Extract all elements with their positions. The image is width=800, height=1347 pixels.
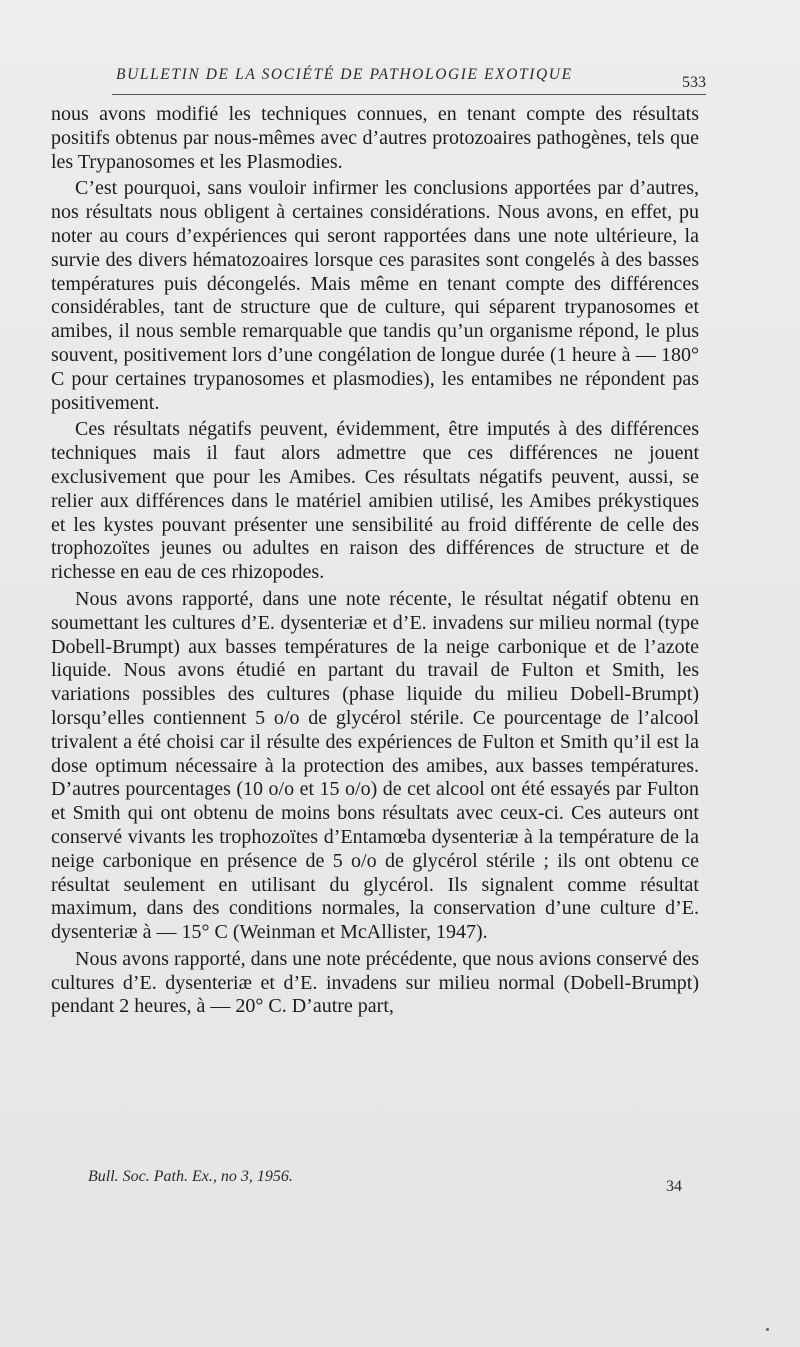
journal-citation: Bull. Soc. Path. Ex., no 3, 1956. [88,1168,293,1185]
page-header [46,60,706,94]
running-head: BULLETIN DE LA SOCIÉTÉ DE PATHOLOGIE EXOTIQUE [116,66,573,83]
header-rule [112,94,706,95]
signature-mark: 34 [666,1178,682,1195]
paragraph: nous avons modifié les techniques connues, en tenant compte des résultats positifs obtenus par nous-mêmes avec d’autres protozoaires pathogènes, tels que les Trypanosomes et les Plasmodies. [51,103,699,173]
article-body [51,103,699,1019]
paragraph: Nous avons rapporté, dans une note récente, le résultat négatif obtenu en soumettant les cultures d’E. dysenteriæ et d’E. invadens sur milieu normal (type Dobell-Brumpt) aux basses températures de la neige carbonique et de l’azote liquide. Nous avons étudié en partant du travail de Fulton et Smith, les variations possibles des cultures (phase liquide du milieu Dobell-Brumpt) lorsqu’elles contiennent 5 o/o de glycérol stérile. Ce pourcentage de l’alcool trivalent a été choisi car il résulte des expériences de Fulton et Smith qu’il est la dose optimum nécessaire à la protection des amibes, aux basses températures. D’autres pourcentages (10 o/o et 15 o/o) de cet alcool ont été essayés par Fulton et Smith qui ont obtenu de moins bons résultats avec ceux-ci. Ces auteurs ont conservé vivants les trophozoïtes d’Entamœba dysenteriæ à la température de la neige carbonique en présence de 5 o/o de glycérol stérile ; ils ont obtenu ce résultat seulement en utilisant du glycérol. Ils signalent comme résultat maximum, dans des conditions normales, la conservation d’une culture d’E. dysenteriæ à — 15° C (Weinman et McAllister, 1947). [51,587,699,944]
page-number: 533 [682,74,706,91]
paragraph: Ces résultats négatifs peuvent, évidemment, être imputés à des différences techniques mais il faut alors admettre que ces différences ne jouent exclusivement que pour les Amibes. Ces résultats négatifs peuvent, aussi, se relier aux différences dans le matériel amibien utilisé, les Amibes prékystiques et les kystes pouvant présenter une sensibilité au froid différente de celle des trophozoïtes jeunes ou adultes en raison des différences de structure et de richesse en eau de ces rhizopodes. [51,418,699,584]
paragraph: C’est pourquoi, sans vouloir infirmer les conclusions apportées par d’autres, nos résultats nous obligent à certaines considérations. Nous avons, en effet, pu noter au cours d’expériences qui seront rapportées dans une note ultérieure, la survie des divers hématozoaires lorsque ces parasites sont congelés à des basses températures puis décongelés. Mais même en tenant compte des différences considérables, tant de structure que de culture, qui séparent trypanosomes et amibes, il nous semble remarquable que tandis qu’un organisme répond, le plus souvent, positivement lors d’une congélation de longue durée (1 heure à — 180° C pour certaines trypanosomes et plasmodies), les entamibes ne répondent pas positivement. [51,177,699,414]
scan-speck [766,1328,769,1331]
page-footer [88,1168,682,1198]
paragraph: Nous avons rapporté, dans une note précédente, que nous avions conservé des cultures d’E. dysenteriæ et d’E. invadens sur milieu normal (Dobell-Brumpt) pendant 2 heures, à — 20° C. D’autre part, [51,947,699,1018]
